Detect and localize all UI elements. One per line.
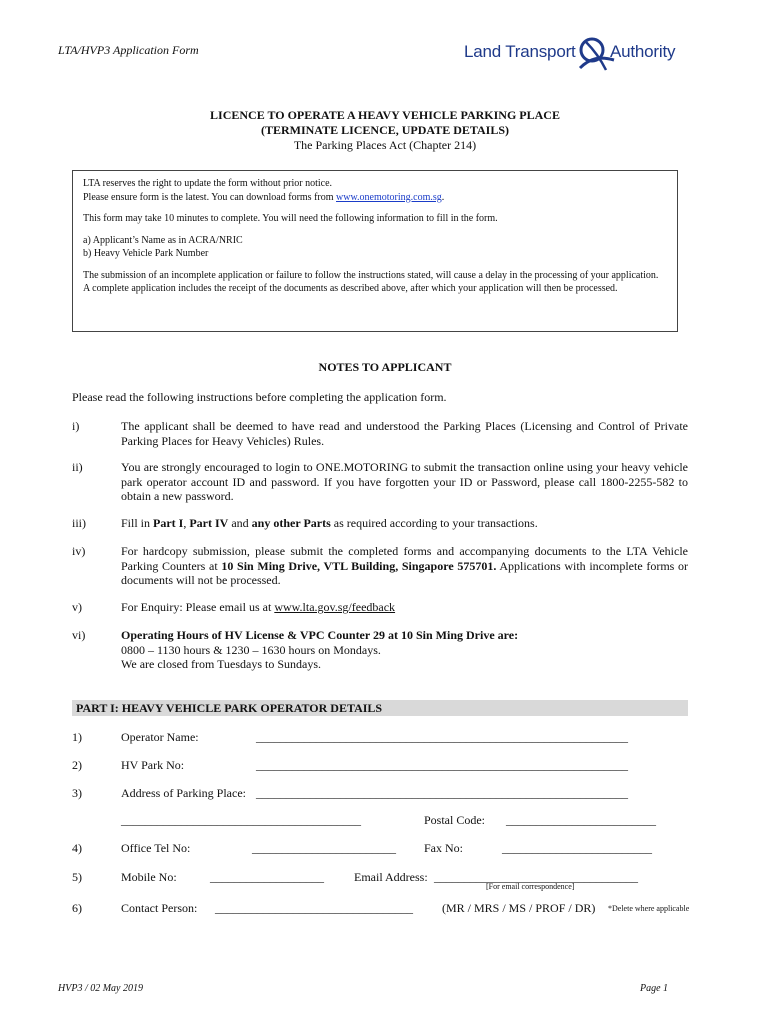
onemotoring-link[interactable]: www.onemotoring.com.sg (336, 191, 442, 203)
info-p2 (83, 191, 667, 205)
address-label: Address of Parking Place: (121, 786, 246, 800)
lta-logo (464, 38, 690, 70)
postal-code-input[interactable]: _________________________ (506, 813, 656, 827)
operating-hours-line: 0800 – 1130 hours & 1230 – 1630 hours on Mondays. (121, 642, 381, 657)
field-num: 5) (72, 870, 82, 884)
address-line2-input[interactable]: ________________________________________ (121, 813, 361, 827)
form-subtitle: (TERMINATE LICENCE, UPDATE DETAILS) (260, 123, 510, 137)
fax-label: Fax No: (424, 841, 463, 855)
logo-text-left: Land Transport (464, 42, 576, 61)
form-id-header: LTA/HVP3 Application Form (58, 43, 199, 57)
info-item-b: b) Heavy Vehicle Park Number (83, 248, 209, 259)
address-input[interactable]: ______________________________________________________________ (256, 786, 628, 800)
note-text: The applicant shall be deemed to have read and understood the Parking Places (Licensing and Control of Private Parking Places for Heavy Vehicles) Rules. (121, 419, 688, 448)
note-text (121, 628, 688, 672)
info-p2-suffix: . (441, 191, 445, 203)
hv-park-no-label: HV Park No: (121, 758, 185, 772)
note-item-5 (72, 600, 688, 615)
contact-person-input[interactable]: _________________________________ (215, 901, 413, 915)
info-item-a: a) Applicant’s Name as in ACRA/NRIC (83, 234, 243, 246)
field-num: 4) (72, 841, 82, 855)
note-item-4 (72, 544, 688, 588)
operating-hours-title: Operating Hours of HV License & VPC Counter 29 at 10 Sin Ming Drive are: (121, 628, 519, 642)
notes-intro: Please read the following instructions before completing the application form. (72, 390, 447, 404)
info-p1: LTA reserves the right to update the form without prior notice. (83, 178, 333, 189)
field-num: 6) (72, 901, 82, 915)
part1-heading: PART I: HEAVY VEHICLE PARK OPERATOR DETAILS (72, 700, 688, 716)
note-num: v) (72, 600, 82, 614)
feedback-link[interactable]: www.lta.gov.sg/feedback (274, 600, 396, 614)
note-text: For Enquiry: Please email us at www.lta.gov.sg/feedback (121, 600, 396, 614)
operator-name-input[interactable]: ______________________________________________________________ (256, 730, 628, 744)
note-num: i) (72, 419, 80, 433)
note-item-1 (72, 419, 688, 448)
email-label: Email Address: (354, 870, 428, 884)
field-num: 3) (72, 786, 82, 800)
note-item-2 (72, 460, 688, 504)
hv-park-no-input[interactable]: ______________________________________________________________ (256, 758, 628, 772)
info-p4: The submission of an incomplete application or failure to follow the instructions stated, will cause a delay in the processing of your application. A complete application includes the receipt of the documents as described above, after which your application will then be processed. (83, 269, 659, 294)
note-text: You are strongly encouraged to login to ONE.MOTORING to submit the transaction online using your heavy vehicle park operator account ID and password. If you have forgotten your ID or Password, please call 1800-2255-582 to obtain a new password. (121, 460, 688, 503)
contact-person-label: Contact Person: (121, 901, 198, 915)
note-num: vi) (72, 628, 86, 642)
notes-heading: NOTES TO APPLICANT (318, 360, 452, 374)
footer-page: Page 1 (640, 983, 669, 994)
note-num: iv) (72, 544, 86, 558)
fax-input[interactable]: _________________________ (502, 841, 652, 855)
info-box (72, 170, 678, 332)
email-input[interactable]: __________________________________ (434, 870, 638, 884)
footer-version: HVP3 / 02 May 2019 (58, 983, 143, 994)
note-item-3 (72, 516, 688, 531)
note-text: Fill in Part I, Part IV and any other Parts as required according to your transactions. (121, 516, 538, 530)
delete-note: *Delete where applicable (608, 904, 690, 913)
note-num: iii) (72, 516, 86, 530)
note-num: ii) (72, 460, 83, 474)
office-tel-input[interactable]: ________________________ (252, 841, 396, 855)
mobile-label: Mobile No: (121, 870, 177, 884)
note-text: For hardcopy submission, please submit the completed forms and accompanying documents to the LTA Vehicle Parking Counters at 10 Sin Ming Drive, VTL Building, Singapore 575701. Applications with incomplete forms or documents will not be processed. (121, 544, 688, 587)
field-num: 1) (72, 730, 82, 744)
title-options[interactable]: (MR / MRS / MS / PROF / DR) (442, 901, 596, 915)
postal-code-label: Postal Code: (424, 813, 486, 827)
logo-text-right: Authority (610, 42, 676, 61)
closed-days-line: We are closed from Tuesdays to Sundays. (121, 657, 322, 671)
mobile-input[interactable]: ___________________ (210, 870, 324, 884)
operator-name-label: Operator Name: (121, 730, 199, 744)
email-note: [For email correspondence] (486, 882, 575, 891)
info-p3: This form may take 10 minutes to complete. You will need the following information to fill in the form. (83, 213, 498, 224)
note-item-6 (72, 628, 688, 672)
form-title: LICENCE TO OPERATE A HEAVY VEHICLE PARKING PLACE (210, 108, 560, 122)
office-tel-label: Office Tel No: (121, 841, 191, 855)
field-num: 2) (72, 758, 82, 772)
info-p2-text: Please ensure form is the latest. You can download forms from (83, 191, 337, 203)
form-act: The Parking Places Act (Chapter 214) (293, 138, 477, 152)
